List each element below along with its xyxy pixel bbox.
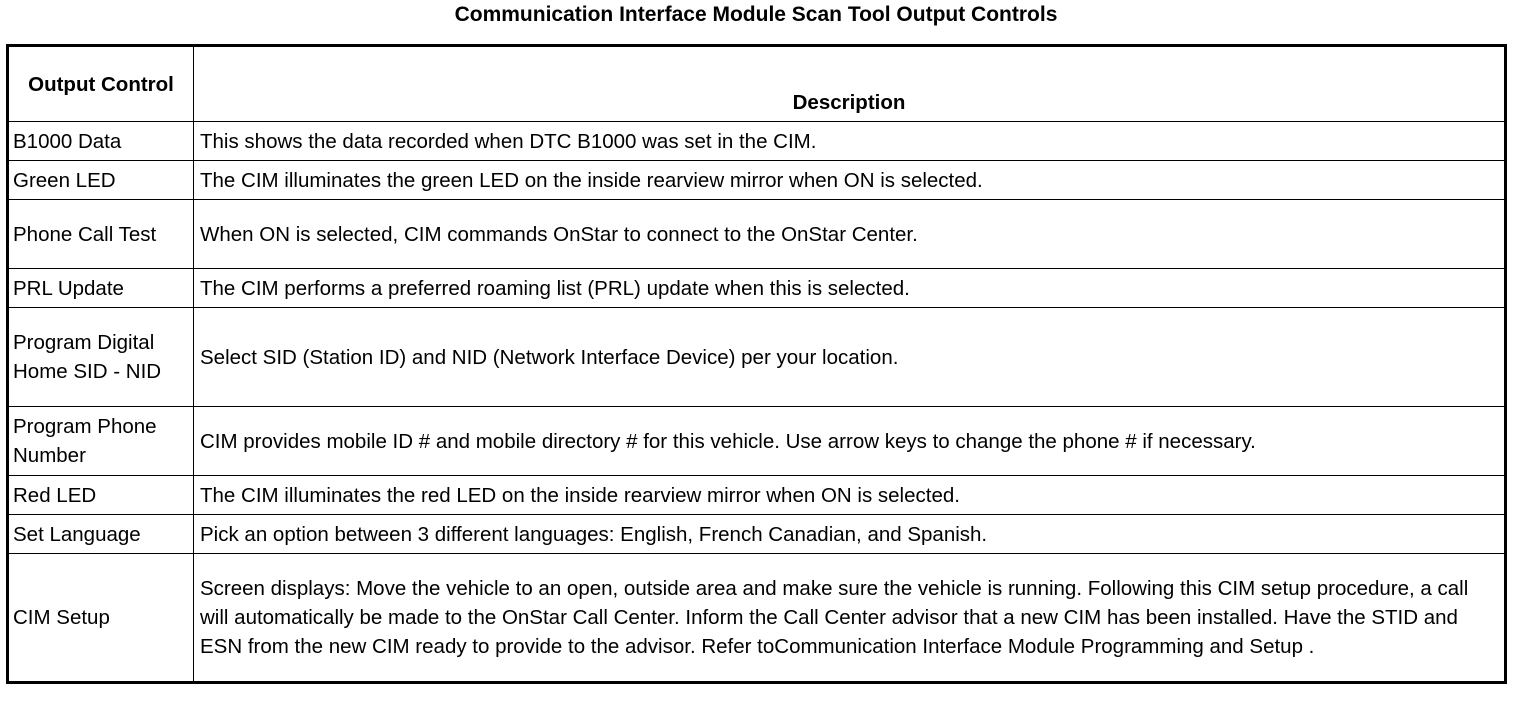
table-row [8, 407, 1506, 476]
output-control-cell: CIM Setup [8, 554, 194, 683]
description-cell: CIM provides mobile ID # and mobile directory # for this vehicle. Use arrow keys to change the phone # if necessary. [194, 407, 1506, 476]
output-control-cell: Set Language [8, 515, 194, 554]
table-row [8, 515, 1506, 554]
output-controls-table [6, 44, 1507, 684]
description-cell: This shows the data recorded when DTC B1000 was set in the CIM. [194, 122, 1506, 161]
description-column-header: Description [194, 46, 1506, 122]
description-cell: Select SID (Station ID) and NID (Network Interface Device) per your location. [194, 308, 1506, 407]
table-header-row [8, 46, 1506, 122]
output-control-cell: Program Phone Number [8, 407, 194, 476]
page-title: Communication Interface Module Scan Tool Output Controls [454, 3, 1058, 26]
output-control-cell: Phone Call Test [8, 200, 194, 269]
output-control-cell: Red LED [8, 476, 194, 515]
table-row [8, 269, 1506, 308]
table-row [8, 308, 1506, 407]
description-cell: The CIM illuminates the green LED on the inside rearview mirror when ON is selected. [194, 161, 1506, 200]
output-control-cell: PRL Update [8, 269, 194, 308]
table-row [8, 161, 1506, 200]
description-cell: When ON is selected, CIM commands OnStar to connect to the OnStar Center. [194, 200, 1506, 269]
output-control-cell: Program Digital Home SID - NID [8, 308, 194, 407]
output-control-cell: B1000 Data [8, 122, 194, 161]
output-control-column-header: Output Control [8, 46, 194, 122]
table-row [8, 122, 1506, 161]
table-row [8, 554, 1506, 683]
description-cell: Pick an option between 3 different languages: English, French Canadian, and Spanish. [194, 515, 1506, 554]
description-cell: The CIM performs a preferred roaming list (PRL) update when this is selected. [194, 269, 1506, 308]
description-cell: The CIM illuminates the red LED on the inside rearview mirror when ON is selected. [194, 476, 1506, 515]
description-cell: Screen displays: Move the vehicle to an open, outside area and make sure the vehicle is running. Following this CIM setup procedure, a call will automatically be made to the OnStar Call Center. Inform the Call Center advisor that a new CIM has been installed. Have the STID and ESN from the new CIM ready to provide to the advisor. Refer toCommunication Interface Module Programming and Setup . [194, 554, 1506, 683]
output-control-cell: Green LED [8, 161, 194, 200]
table-row [8, 200, 1506, 269]
table-row [8, 476, 1506, 515]
